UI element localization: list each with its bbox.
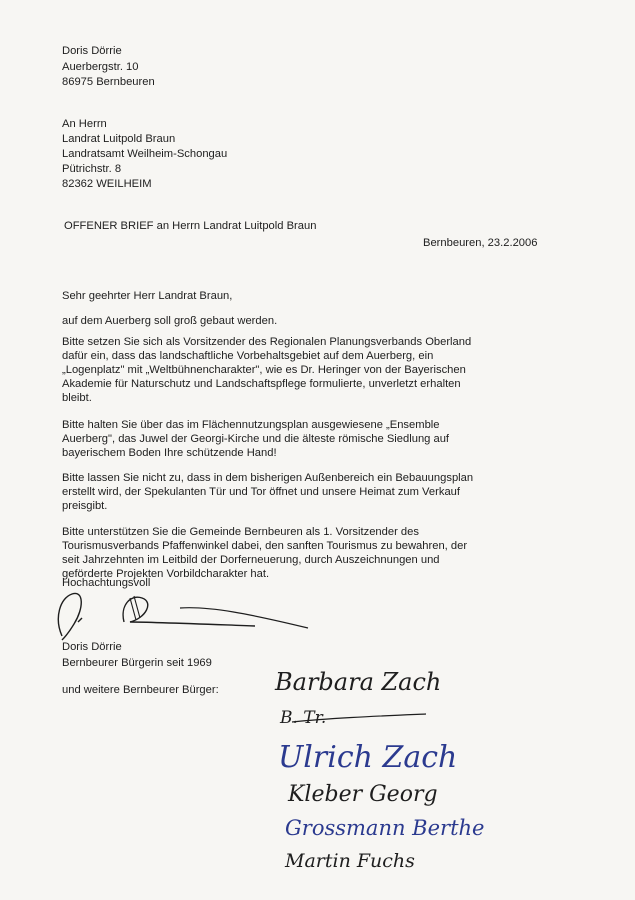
- recipient-line: 82362 WEILHEIM: [62, 178, 152, 190]
- paragraph-line: dafür ein, dass das landschaftliche Vorbehaltsgebiet auf dem Auerberg, ein: [62, 350, 434, 362]
- place-date: Bernbeuren, 23.2.2006: [423, 237, 538, 249]
- recipient-line: Landratsamt Weilheim-Schongau: [62, 148, 228, 160]
- paragraph-line: bayerischem Boden Ihre schützende Hand!: [62, 447, 277, 459]
- paragraph: [62, 314, 277, 328]
- sender-address: [62, 44, 155, 91]
- handwritten-signature: Martin Fuchs: [285, 850, 415, 872]
- paragraph-line: seit Jahrzehnten im Leitbild der Dorferneuerung, durch Auszeichnungen und: [62, 554, 440, 566]
- sender-line: Auerbergstr. 10: [62, 60, 139, 73]
- paragraph-line: Akademie für Naturschutz und Landschaftspflege formulierte, unverletzt erhalten: [62, 378, 461, 390]
- signer-note: Bernbeurer Bürgerin seit 1969: [62, 656, 212, 669]
- paragraph-line: Tourismusverbands Pfaffenwinkel dabei, den sanften Tourismus zu bewahren, der: [62, 540, 468, 552]
- paragraph-line: preisgibt.: [62, 500, 108, 512]
- paragraph-line: Bitte halten Sie über das im Flächennutzungsplan ausgewiesene „Ensemble: [62, 419, 440, 431]
- paragraph-line: „Logenplatz" mit „Weltbühnencharakter", wie es Dr. Heringer von der Bayerischen: [62, 364, 466, 376]
- sender-line: Doris Dörrie: [62, 45, 122, 57]
- paragraph: [62, 335, 471, 405]
- recipient-line: Landrat Luitpold Braun: [62, 133, 176, 145]
- paragraph: [62, 525, 467, 581]
- handwritten-signature: Grossmann Berthe: [285, 816, 485, 840]
- handwritten-signature: B. Tr.: [280, 708, 327, 728]
- paragraph-line: Bitte setzen Sie sich als Vorsitzender des Regionalen Planungsverbands Oberland: [62, 336, 472, 348]
- paragraph-line: Bitte unterstützen Sie die Gemeinde Bernbeuren als 1. Vorsitzender des: [62, 526, 419, 538]
- subject-line: OFFENER BRIEF an Herrn Landrat Luitpold Braun: [64, 220, 317, 232]
- handwritten-signature: Kleber Georg: [288, 782, 438, 807]
- handwritten-signature: Barbara Zach: [275, 668, 442, 696]
- recipient-line: Pütrichstr. 8: [62, 163, 122, 175]
- cosigners-label: und weitere Bernbeurer Bürger:: [62, 684, 219, 696]
- signature-doris-doerrie: [50, 588, 310, 648]
- paragraph: [62, 418, 449, 460]
- paragraph-line: erstellt wird, der Spekulanten Tür und Tor öffnet und unsere Heimat zum Verkauf: [62, 486, 460, 498]
- sender-line: 86975 Bernbeuren: [62, 76, 155, 88]
- paragraph-line: auf dem Auerberg soll groß gebaut werden.: [62, 315, 278, 327]
- recipient-line: An Herrn: [62, 118, 107, 130]
- paragraph-line: Bitte lassen Sie nicht zu, dass in dem bisherigen Außenbereich ein Bebauungsplan: [62, 472, 474, 484]
- paragraph: [62, 471, 473, 513]
- paragraph-line: geförderte Projekten Vorbildcharakter hat.: [62, 568, 270, 580]
- signer-name: Doris Dörrie: [62, 641, 122, 653]
- recipient-address: [62, 117, 227, 192]
- salutation: Sehr geehrter Herr Landrat Braun,: [62, 290, 233, 302]
- handwritten-signature: Ulrich Zach: [278, 740, 458, 775]
- paragraph-line: bleibt.: [62, 392, 92, 404]
- signer-block: [62, 640, 212, 671]
- paragraph-line: Auerberg", das Juwel der Georgi-Kirche und die älteste römische Siedlung auf: [62, 433, 450, 445]
- closing: Hochachtungsvoll: [62, 577, 151, 589]
